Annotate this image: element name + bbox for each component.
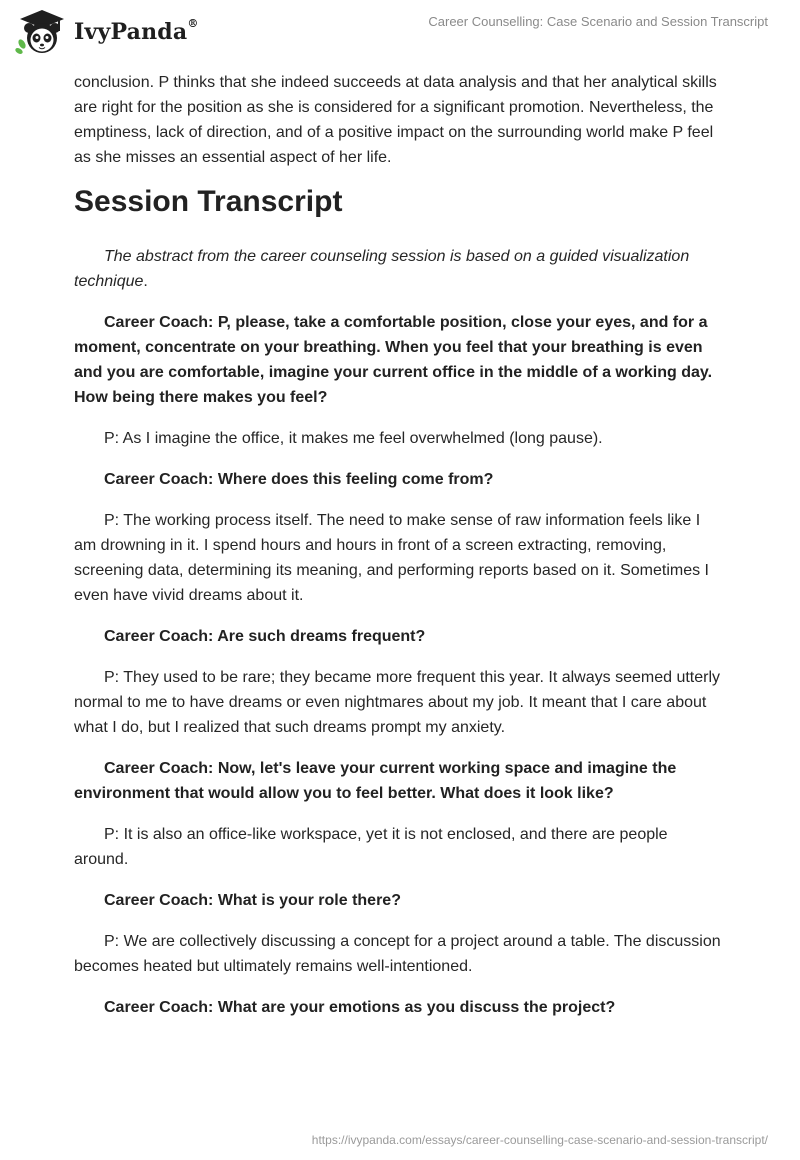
client-line: P: It is also an office-like workspace, yet it is not enclosed, and there are people around. xyxy=(74,826,668,868)
client-line: P: As I imagine the office, it makes me feel overwhelmed (long pause). xyxy=(104,430,603,447)
essay-body xyxy=(74,70,724,1036)
coach-line: Career Coach: Are such dreams frequent? xyxy=(104,628,426,645)
ivypanda-logo[interactable] xyxy=(14,8,199,56)
method-note-period: . xyxy=(143,273,148,290)
source-url-link[interactable]: https://ivypanda.com/essays/career-counselling-case-scenario-and-session-transcript/ xyxy=(311,1133,768,1147)
coach-line: Career Coach: Now, let's leave your current working space and imagine the environment that would allow you to feel better. What does it look like? xyxy=(74,760,677,802)
section-heading: Session Transcript xyxy=(74,185,343,218)
client-line: P: We are collectively discussing a concept for a project around a table. The discussion becomes heated but ultimately remains well-intentioned. xyxy=(74,933,721,975)
logo-name: IvyPanda xyxy=(74,19,188,45)
coach-line: Career Coach: What is your role there? xyxy=(104,892,401,909)
coach-line: Career Coach: Where does this feeling come from? xyxy=(104,471,494,488)
method-note-text: The abstract from the career counseling session is based on a guided visualization technique xyxy=(74,248,690,290)
page-header xyxy=(0,0,800,64)
coach-line: Career Coach: What are your emotions as you discuss the project? xyxy=(104,999,616,1016)
logo-wordmark xyxy=(74,19,199,45)
method-note xyxy=(74,244,724,294)
intro-paragraph: conclusion. P thinks that she indeed succeeds at data analysis and that her analytical skills are right for the position as she is considered for a significant promotion. Nevertheless, the emptiness, lack of direction, and of a positive impact on the surrounding world make P feel as she misses an essential aspect of her life. xyxy=(74,74,717,166)
registered-mark: ® xyxy=(187,17,199,30)
document-title: Career Counselling: Case Scenario and Session Transcript xyxy=(428,14,768,29)
client-line: P: They used to be rare; they became more frequent this year. It always seemed utterly normal to me to have dreams or even nightmares about my job. It meant that I care about what I do, but I realized that such dreams prompt my anxiety. xyxy=(74,669,721,736)
coach-line: Career Coach: P, please, take a comfortable position, close your eyes, and for a moment, concentrate on your breathing. When you feel that your breathing is even and you are comfortable, imagine your current office in the middle of a working day. How being there makes you feel? xyxy=(74,314,713,406)
panda-graduate-icon xyxy=(14,8,70,56)
client-line: P: The working process itself. The need to make sense of raw information feels like I am drowning in it. I spend hours and hours in front of a screen extracting, removing, screening data, determining its meaning, and performing reports based on it. Sometimes I even have vivid dreams about it. xyxy=(74,512,709,604)
